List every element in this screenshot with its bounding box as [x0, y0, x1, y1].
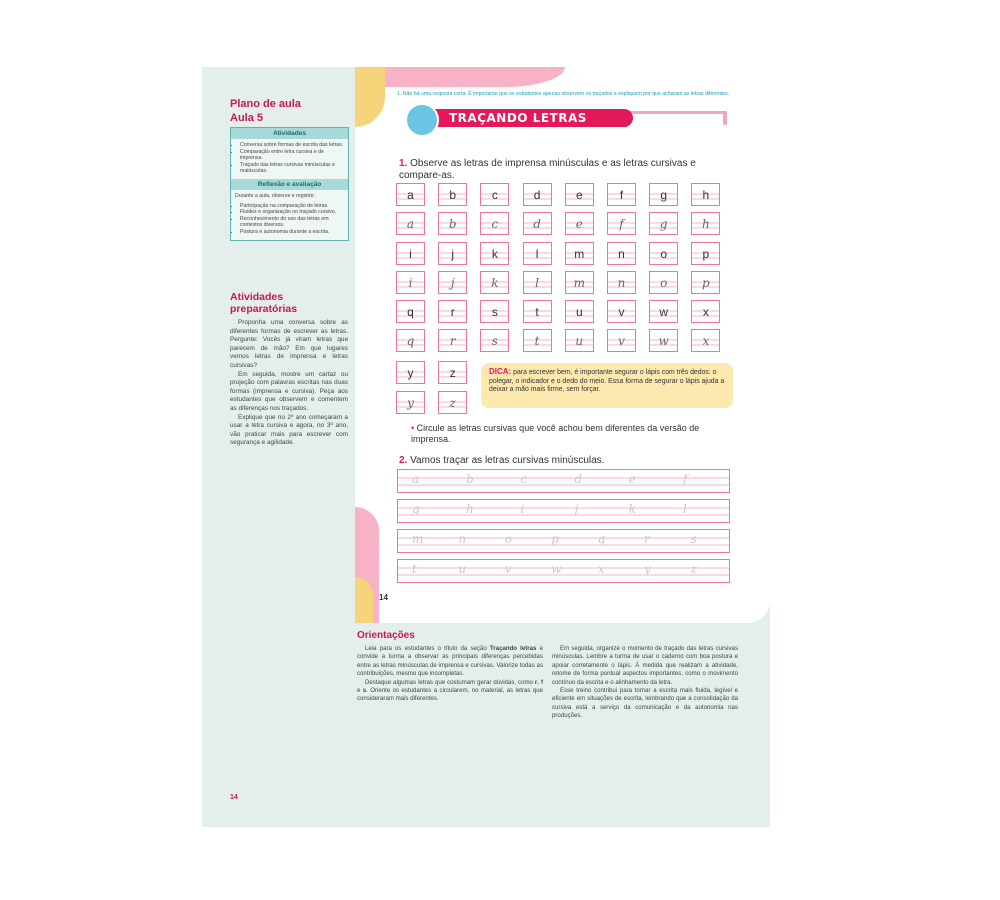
question-number: 2.: [399, 455, 408, 466]
tracing-row: [397, 559, 730, 583]
dotted-cursive-letter: n: [458, 532, 467, 546]
instruction-text: Circule as letras cursivas que você achou bem diferentes da versão de imprensa.: [411, 423, 700, 444]
activity-item: • Conversa sobre formas de escrita das letras.: [240, 142, 345, 149]
dotted-cursive-letter: f: [682, 472, 688, 486]
dotted-cursive-letter: y: [644, 562, 651, 576]
print-letter-box: v: [607, 300, 636, 323]
dotted-cursive-letter: x: [597, 562, 605, 576]
book-page: [202, 67, 770, 827]
dotted-cursive-letter: m: [412, 532, 424, 546]
prep-paragraph: Em seguida, mostre um cartaz ou projeção com palavras escritas nas duas formas (imprensa e cursiva). Peça aos estudantes que observem e comentem as diferenças nos traçados.: [230, 370, 348, 412]
tip-box: [481, 363, 733, 408]
cursive-letter-box: z: [438, 391, 467, 414]
dotted-cursive-letter: v: [504, 562, 512, 576]
cursive-letter-box: k: [480, 271, 509, 294]
activities-list: [231, 139, 348, 179]
left-page-number: 14: [230, 794, 238, 801]
reflection-intro: Durante a aula, observe e registre:: [235, 192, 315, 199]
cursive-letter-box: u: [565, 329, 594, 352]
print-letter-box: f: [607, 183, 636, 206]
reflection-item: • Reconhecimento do uso das letras em contextos diversos.: [240, 216, 345, 229]
print-letter-box: w: [649, 300, 678, 323]
print-letter-box: d: [523, 183, 552, 206]
orientations-title: Orientações: [357, 630, 415, 641]
dotted-cursive-letter: r: [644, 532, 650, 546]
activity-item: • Comparação entre letra cursiva e de imprensa.: [240, 149, 345, 162]
student-page-number: 14: [379, 593, 388, 602]
cursive-letter-box: r: [438, 329, 467, 352]
decorative-shape: [355, 67, 565, 87]
orientation-paragraph: Leia para os estudantes o título da seção Traçando letras e convide a turma a observar as principais diferenças percebidas entre as letras minúsculas de imprensa e cursivas. Valorize todas as contribuições, mesmo que incompletas.: [357, 645, 543, 678]
dotted-cursive-letter: b: [466, 472, 474, 486]
section-banner: [405, 109, 727, 127]
dotted-cursive-letter: z: [690, 562, 697, 576]
prep-activities-title: Atividades preparatórias: [230, 291, 298, 315]
activity-item: • Traçado das letras cursivas minúsculas e maiúsculas.: [240, 162, 345, 175]
plano-title: Plano de aula: [230, 98, 301, 110]
cursive-letter-box: e: [565, 212, 594, 235]
question-text: Observe as letras de imprensa minúsculas e as letras cursivas e compare-as.: [399, 158, 696, 181]
cursive-letter-box: c: [480, 212, 509, 235]
dotted-cursive-letter: k: [628, 502, 636, 516]
dotted-cursive-letter: i: [520, 502, 525, 516]
cursive-letter-box: h: [691, 212, 720, 235]
print-letter-box: b: [438, 183, 467, 206]
dotted-cursive-letter: q: [597, 532, 606, 546]
orientations-column-2: [552, 645, 738, 721]
cursive-letter-box: g: [649, 212, 678, 235]
cursive-letter-box: s: [480, 329, 509, 352]
bullet-icon: •: [411, 423, 417, 433]
reflection-item: • Participação na comparação de letras.: [240, 203, 345, 210]
cursive-letter-box: i: [396, 271, 425, 294]
dotted-cursive-letter: d: [574, 472, 583, 486]
print-letter-box: m: [565, 242, 594, 265]
orientations-column-1: [357, 645, 543, 704]
dotted-cursive-letter: c: [520, 472, 528, 486]
cursive-letter-box: v: [607, 329, 636, 352]
cursive-letter-box: w: [649, 329, 678, 352]
print-letter-box: j: [438, 242, 467, 265]
question-2: [399, 455, 729, 467]
print-letter-box: y: [396, 361, 425, 384]
prep-paragraph: Proponha uma conversa sobre as diferentes formas de escrever as letras. Pergunte: Vocês já viram letras que parecem de mão? Em que lugares vemos letras de imprensa e letras cursivas?: [230, 319, 348, 369]
cursive-letter-box: a: [396, 212, 425, 235]
dotted-cursive-letter: u: [458, 562, 467, 576]
question-text: Vamos traçar as letras cursivas minúsculas.: [410, 455, 605, 466]
circle-instruction: [411, 423, 735, 445]
dotted-cursive-letter: j: [574, 502, 579, 516]
cursive-letter-box: p: [691, 271, 720, 294]
print-letter-box: c: [480, 183, 509, 206]
dotted-cursive-letter: g: [412, 502, 420, 516]
cursive-letter-box: o: [649, 271, 678, 294]
cursive-letter-box: l: [523, 271, 552, 294]
print-letter-box: l: [523, 242, 552, 265]
print-letter-box: h: [691, 183, 720, 206]
aula-title: Aula 5: [230, 112, 264, 124]
print-letter-box: s: [480, 300, 509, 323]
cursive-letter-box: d: [523, 212, 552, 235]
print-letter-box: i: [396, 242, 425, 265]
cursive-letter-box: f: [607, 212, 636, 235]
tracing-row: [397, 529, 730, 553]
print-letter-box: e: [565, 183, 594, 206]
activities-box: [230, 127, 349, 241]
dotted-cursive-letter: o: [504, 532, 513, 546]
print-letter-box: x: [691, 300, 720, 323]
cursive-letter-box: q: [396, 329, 425, 352]
dotted-cursive-letter: l: [682, 502, 687, 516]
reflection-item: • Fluidez e organização no traçado cursivo.: [240, 209, 345, 216]
dotted-cursive-letter: a: [412, 472, 420, 486]
tip-text: para escrever bem, é importante segurar o lápis com três dedos: o polegar, o indicador e o dedo do meio. Essa forma de segurar o lápis ajuda a deixar a mão mais firme, sem forçar.: [489, 369, 725, 394]
print-letter-box: q: [396, 300, 425, 323]
writing-hand-icon: [405, 103, 439, 137]
activities-header: Atividades: [231, 128, 348, 139]
student-page: [355, 67, 770, 623]
prep-paragraph: Explique que no 2º ano começaram a usar a letra cursiva e agora, no 3º ano, vão praticar mais para escrever com segurança e agilidade.: [230, 413, 348, 447]
print-letter-box: r: [438, 300, 467, 323]
dotted-cursive-letter: e: [628, 472, 636, 486]
orientation-paragraph: Esse treino contribui para tornar a escrita mais fluida, legível e eficiente em situações de escrita, lembrando que a consolidação da cursiva está a serviço da comunicação e da autonomia nas produções.: [552, 687, 738, 720]
cursive-letter-box: b: [438, 212, 467, 235]
reflection-header: Reflexão e avaliação: [231, 179, 348, 190]
dotted-cursive-letter: s: [690, 532, 697, 546]
lesson-plan-title: [230, 97, 301, 125]
cursive-letter-box: t: [523, 329, 552, 352]
dotted-cursive-letter: t: [412, 562, 417, 576]
print-letter-box: u: [565, 300, 594, 323]
tip-label: DICA:: [489, 367, 512, 376]
teacher-answer-note: 1. Não há uma resposta certa. É importante que os estudantes apenas observem os traçados e expliquem por que acharam as letras diferentes.: [397, 91, 730, 97]
prep-activities-text: [230, 319, 348, 448]
reflection-list: [231, 200, 348, 240]
print-letter-box: p: [691, 242, 720, 265]
reflection-item: • Postura e autonomia durante a escrita.: [240, 229, 345, 236]
banner-line: [723, 111, 727, 125]
section-title: TRAÇANDO LETRAS: [449, 111, 587, 125]
print-letter-box: t: [523, 300, 552, 323]
print-letter-box: a: [396, 183, 425, 206]
tracing-row: [397, 469, 730, 493]
print-letter-box: z: [438, 361, 467, 384]
cursive-letter-box: y: [396, 391, 425, 414]
print-letter-box: g: [649, 183, 678, 206]
dotted-cursive-letter: h: [466, 502, 474, 516]
teacher-column: [202, 67, 355, 827]
tracing-row: [397, 499, 730, 523]
cursive-letter-box: x: [691, 329, 720, 352]
cursive-letter-box: j: [438, 271, 467, 294]
print-letter-box: n: [607, 242, 636, 265]
orientation-paragraph: Em seguida, organize o momento de traçado das letras cursivas minúsculas. Lembre a turma de usar o caderno com boa postura e apoiar corretamente o lápis. À medida que realizam a atividade, retome de forma pontual aspectos importantes, como o movimento contínuo da escrita e o alinhamento da letra.: [552, 645, 738, 686]
print-letter-box: o: [649, 242, 678, 265]
dotted-cursive-letter: p: [551, 532, 559, 546]
decorative-shape: [355, 67, 385, 127]
dotted-cursive-letter: w: [551, 562, 562, 576]
cursive-letter-box: n: [607, 271, 636, 294]
cursive-letter-box: m: [565, 271, 594, 294]
orientation-paragraph: Destaque algumas letras que costumam gerar dúvidas, como r, f e s. Oriente os estudantes a circularem, no material, as letras que consideraram mais diferentes.: [357, 678, 543, 703]
question-number: 1.: [399, 158, 408, 169]
question-1: [399, 158, 729, 182]
print-letter-box: k: [480, 242, 509, 265]
